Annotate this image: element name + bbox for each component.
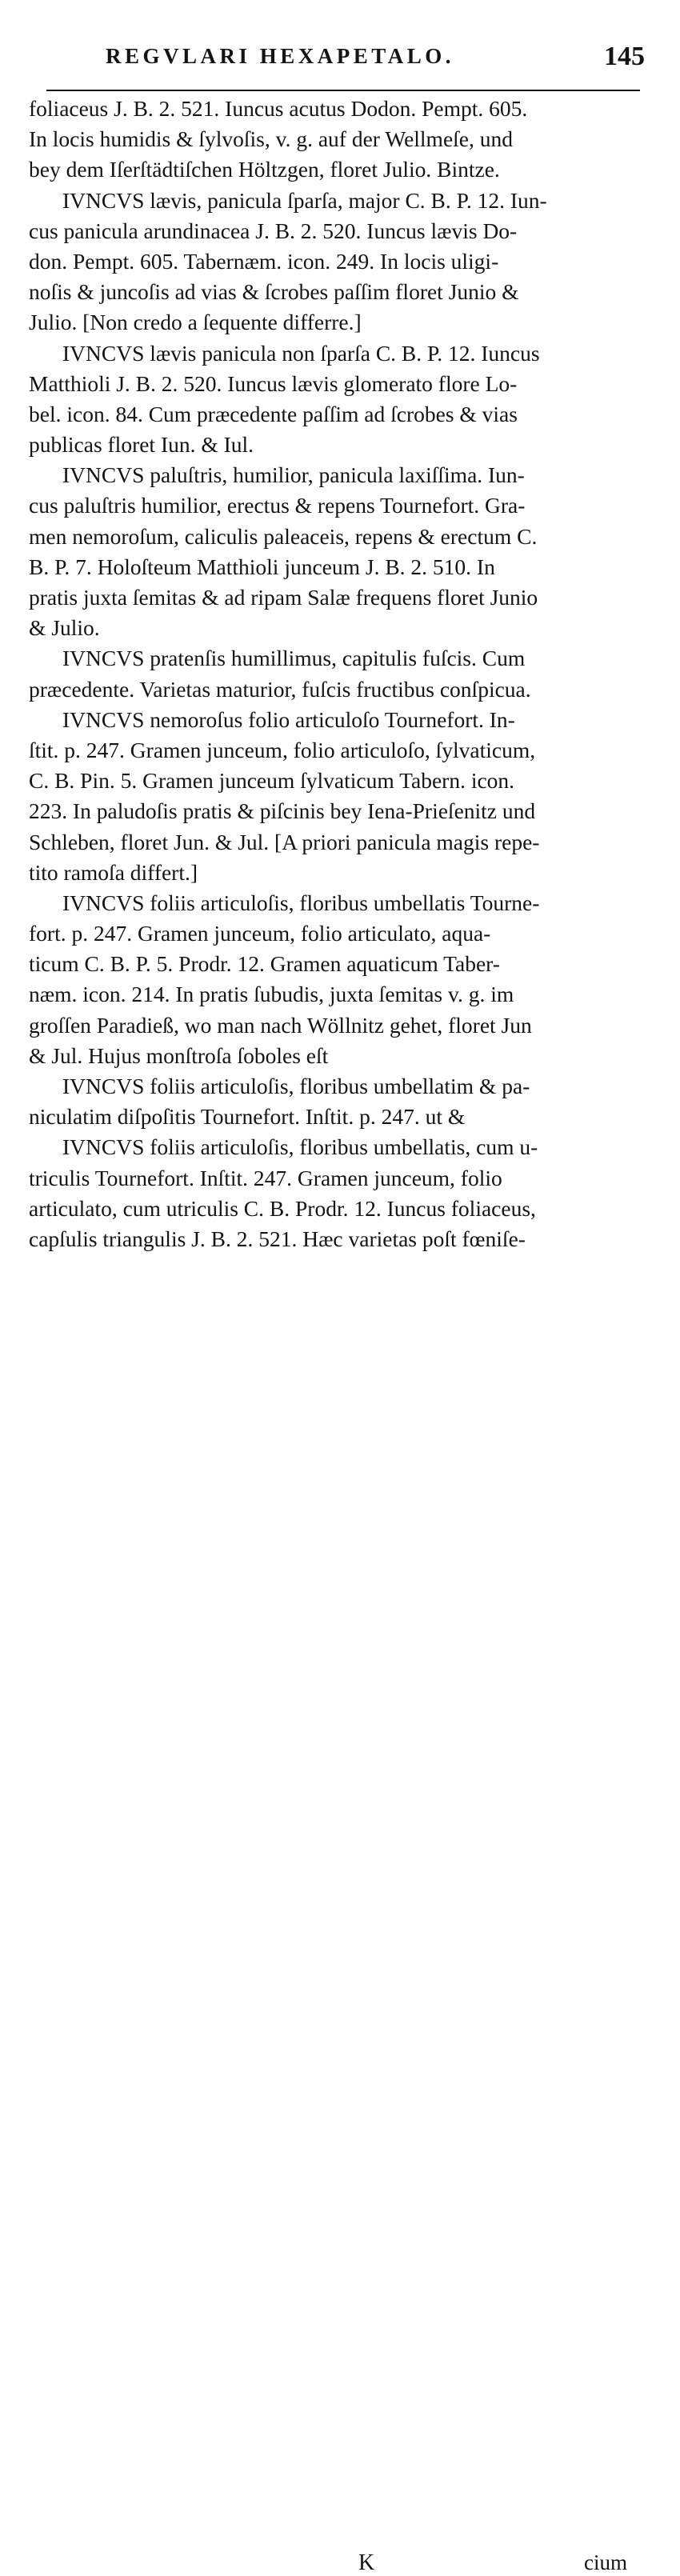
text-line <box>29 888 653 918</box>
text-line <box>29 858 653 888</box>
text-line <box>29 246 653 277</box>
text-line <box>29 1194 653 1224</box>
text-line <box>29 277 653 307</box>
line-text: groſſen Paradieß, wo man nach Wöllnitz gehet, floret Jun <box>29 1012 532 1038</box>
line-text: triculis Tournefort. Inſtit. 247. Gramen junceum, folio <box>29 1165 502 1190</box>
line-text: articulato, cum utriculis C. B. Prodr. 12. Iuncus foliaceus, <box>29 1195 536 1221</box>
text-line <box>29 766 653 796</box>
line-text: bel. icon. 84. Cum præcedente paſſim ad ſcrobes & vias <box>29 401 518 426</box>
line-text: niculatim diſpoſitis Tournefort. Inſtit. p. 247. ut & <box>29 1104 466 1130</box>
text-line <box>29 705 653 735</box>
line-text: ticum C. B. P. 5. Prodr. 12. Gramen aquaticum Taber- <box>29 951 500 977</box>
text-line <box>29 1010 653 1041</box>
text-line <box>29 796 653 826</box>
text-line <box>29 430 653 460</box>
line-text: IVNCVS pratenſis humillimus, capitulis fuſcis. Cum <box>62 646 526 671</box>
line-text: Schleben, floret Jun. & Jul. [A priori panicula magis repe- <box>29 829 540 854</box>
line-text: IVNCVS nemoroſus folio articuloſo Tournefort. In- <box>62 706 515 732</box>
catchword: cium <box>584 2550 627 2574</box>
line-text: ſtit. p. 247. Gramen junceum, folio articuloſo, ſylvaticum, <box>29 737 536 762</box>
line-text: bey dem Iſerſtädtiſchen Höltzgen, floret Julio. Bintze. <box>29 157 500 182</box>
text-line <box>29 216 653 246</box>
line-text: IVNCVS foliis articuloſis, floribus umbellatis, cum u- <box>62 1134 538 1160</box>
line-text: don. Pempt. 605. Tabernæm. icon. 249. In locis uligi- <box>29 248 499 274</box>
text-line <box>29 979 653 1010</box>
line-text: næm. icon. 214. In pratis ſubudis, juxta ſemitas v. g. im <box>29 982 514 1007</box>
text-line <box>29 1102 653 1132</box>
text-line <box>29 186 653 216</box>
text-line <box>29 338 653 369</box>
text-line <box>29 552 653 582</box>
line-text: C. B. Pin. 5. Gramen junceum ſylvaticum Tabern. icon. <box>29 768 515 794</box>
text-line <box>29 154 653 185</box>
text-line <box>29 369 653 399</box>
line-text: IVNCVS paluſtris, humilior, panicula laxiſſima. Iun- <box>62 462 525 488</box>
line-text: IVNCVS lævis panicula non ſparſa C. B. P. 12. Iuncus <box>62 340 540 366</box>
line-text: IVNCVS foliis articuloſis, floribus umbellatim & pa- <box>62 1074 530 1098</box>
body-text <box>29 94 653 1254</box>
line-text: 223. In paludoſis pratis & piſcinis bey Iena-Prieſenitz und <box>29 798 536 824</box>
signature-mark: K <box>358 2550 375 2575</box>
line-text: Julio. [Non credo a ſequente differre.] <box>29 310 362 335</box>
line-text: men nemoroſum, caliculis paleaceis, repens & erectum C. <box>29 523 538 549</box>
text-line <box>29 1224 653 1254</box>
line-text: præcedente. Varietas maturior, fuſcis fructibus conſpicua. <box>29 676 531 702</box>
line-text: foliaceus J. B. 2. 521. Iuncus acutus Dodon. Pempt. 605. <box>29 96 528 121</box>
line-text: Matthioli J. B. 2. 520. Iuncus lævis glomerato flore Lo- <box>29 370 518 396</box>
text-line <box>29 124 653 154</box>
text-line <box>29 613 653 643</box>
text-line <box>29 1071 653 1102</box>
text-line <box>29 918 653 949</box>
text-line <box>29 827 653 858</box>
text-line <box>29 1132 653 1162</box>
running-title: REGVLARI HEXAPETALO. <box>106 44 455 68</box>
line-text: capſulis triangulis J. B. 2. 521. Hæc varietas poſt fœniſe- <box>29 1226 526 1251</box>
line-text: tito ramoſa differt.] <box>29 859 198 885</box>
line-text: IVNCVS foliis articuloſis, floribus umbellatis Tourne- <box>62 890 540 915</box>
page-footer <box>0 1272 680 2575</box>
line-text: In locis humidis & ſylvoſis, v. g. auf der Wellmeſe, und <box>29 126 513 152</box>
line-text: & Julio. <box>29 615 100 641</box>
line-text: & Jul. Hujus monſtroſa ſoboles eſt <box>29 1042 329 1068</box>
text-line <box>29 1163 653 1194</box>
line-text: cus panicula arundinacea J. B. 2. 520. Iuncus lævis Do- <box>29 218 518 243</box>
text-line <box>29 735 653 766</box>
line-text: fort. p. 247. Gramen junceum, folio articulato, aqua- <box>29 921 491 946</box>
text-line <box>29 460 653 490</box>
text-line <box>29 643 653 674</box>
page-header <box>0 0 680 96</box>
text-line <box>29 490 653 521</box>
header-rule <box>46 90 640 91</box>
line-text: noſis & juncoſis ad vias & ſcrobes paſſim floret Junio & <box>29 279 519 305</box>
line-text: publicas floret Iun. & Iul. <box>29 432 254 458</box>
text-line <box>29 949 653 979</box>
line-text: pratis juxta ſemitas & ad ripam Salæ frequens floret Junio <box>29 585 538 610</box>
line-text: cus paluſtris humilior, erectus & repens Tournefort. Gra- <box>29 493 526 518</box>
line-text: B. P. 7. Holoſteum Matthioli junceum J. B. 2. 510. In <box>29 554 495 579</box>
line-text: IVNCVS lævis, panicula ſparſa, major C. B. P. 12. Iun- <box>62 187 547 213</box>
text-line <box>29 307 653 338</box>
page-number: 145 <box>604 42 645 71</box>
text-line <box>29 522 653 552</box>
text-line <box>29 582 653 613</box>
text-line <box>29 674 653 705</box>
text-line <box>29 399 653 430</box>
text-line <box>29 94 653 124</box>
text-line <box>29 1041 653 1071</box>
